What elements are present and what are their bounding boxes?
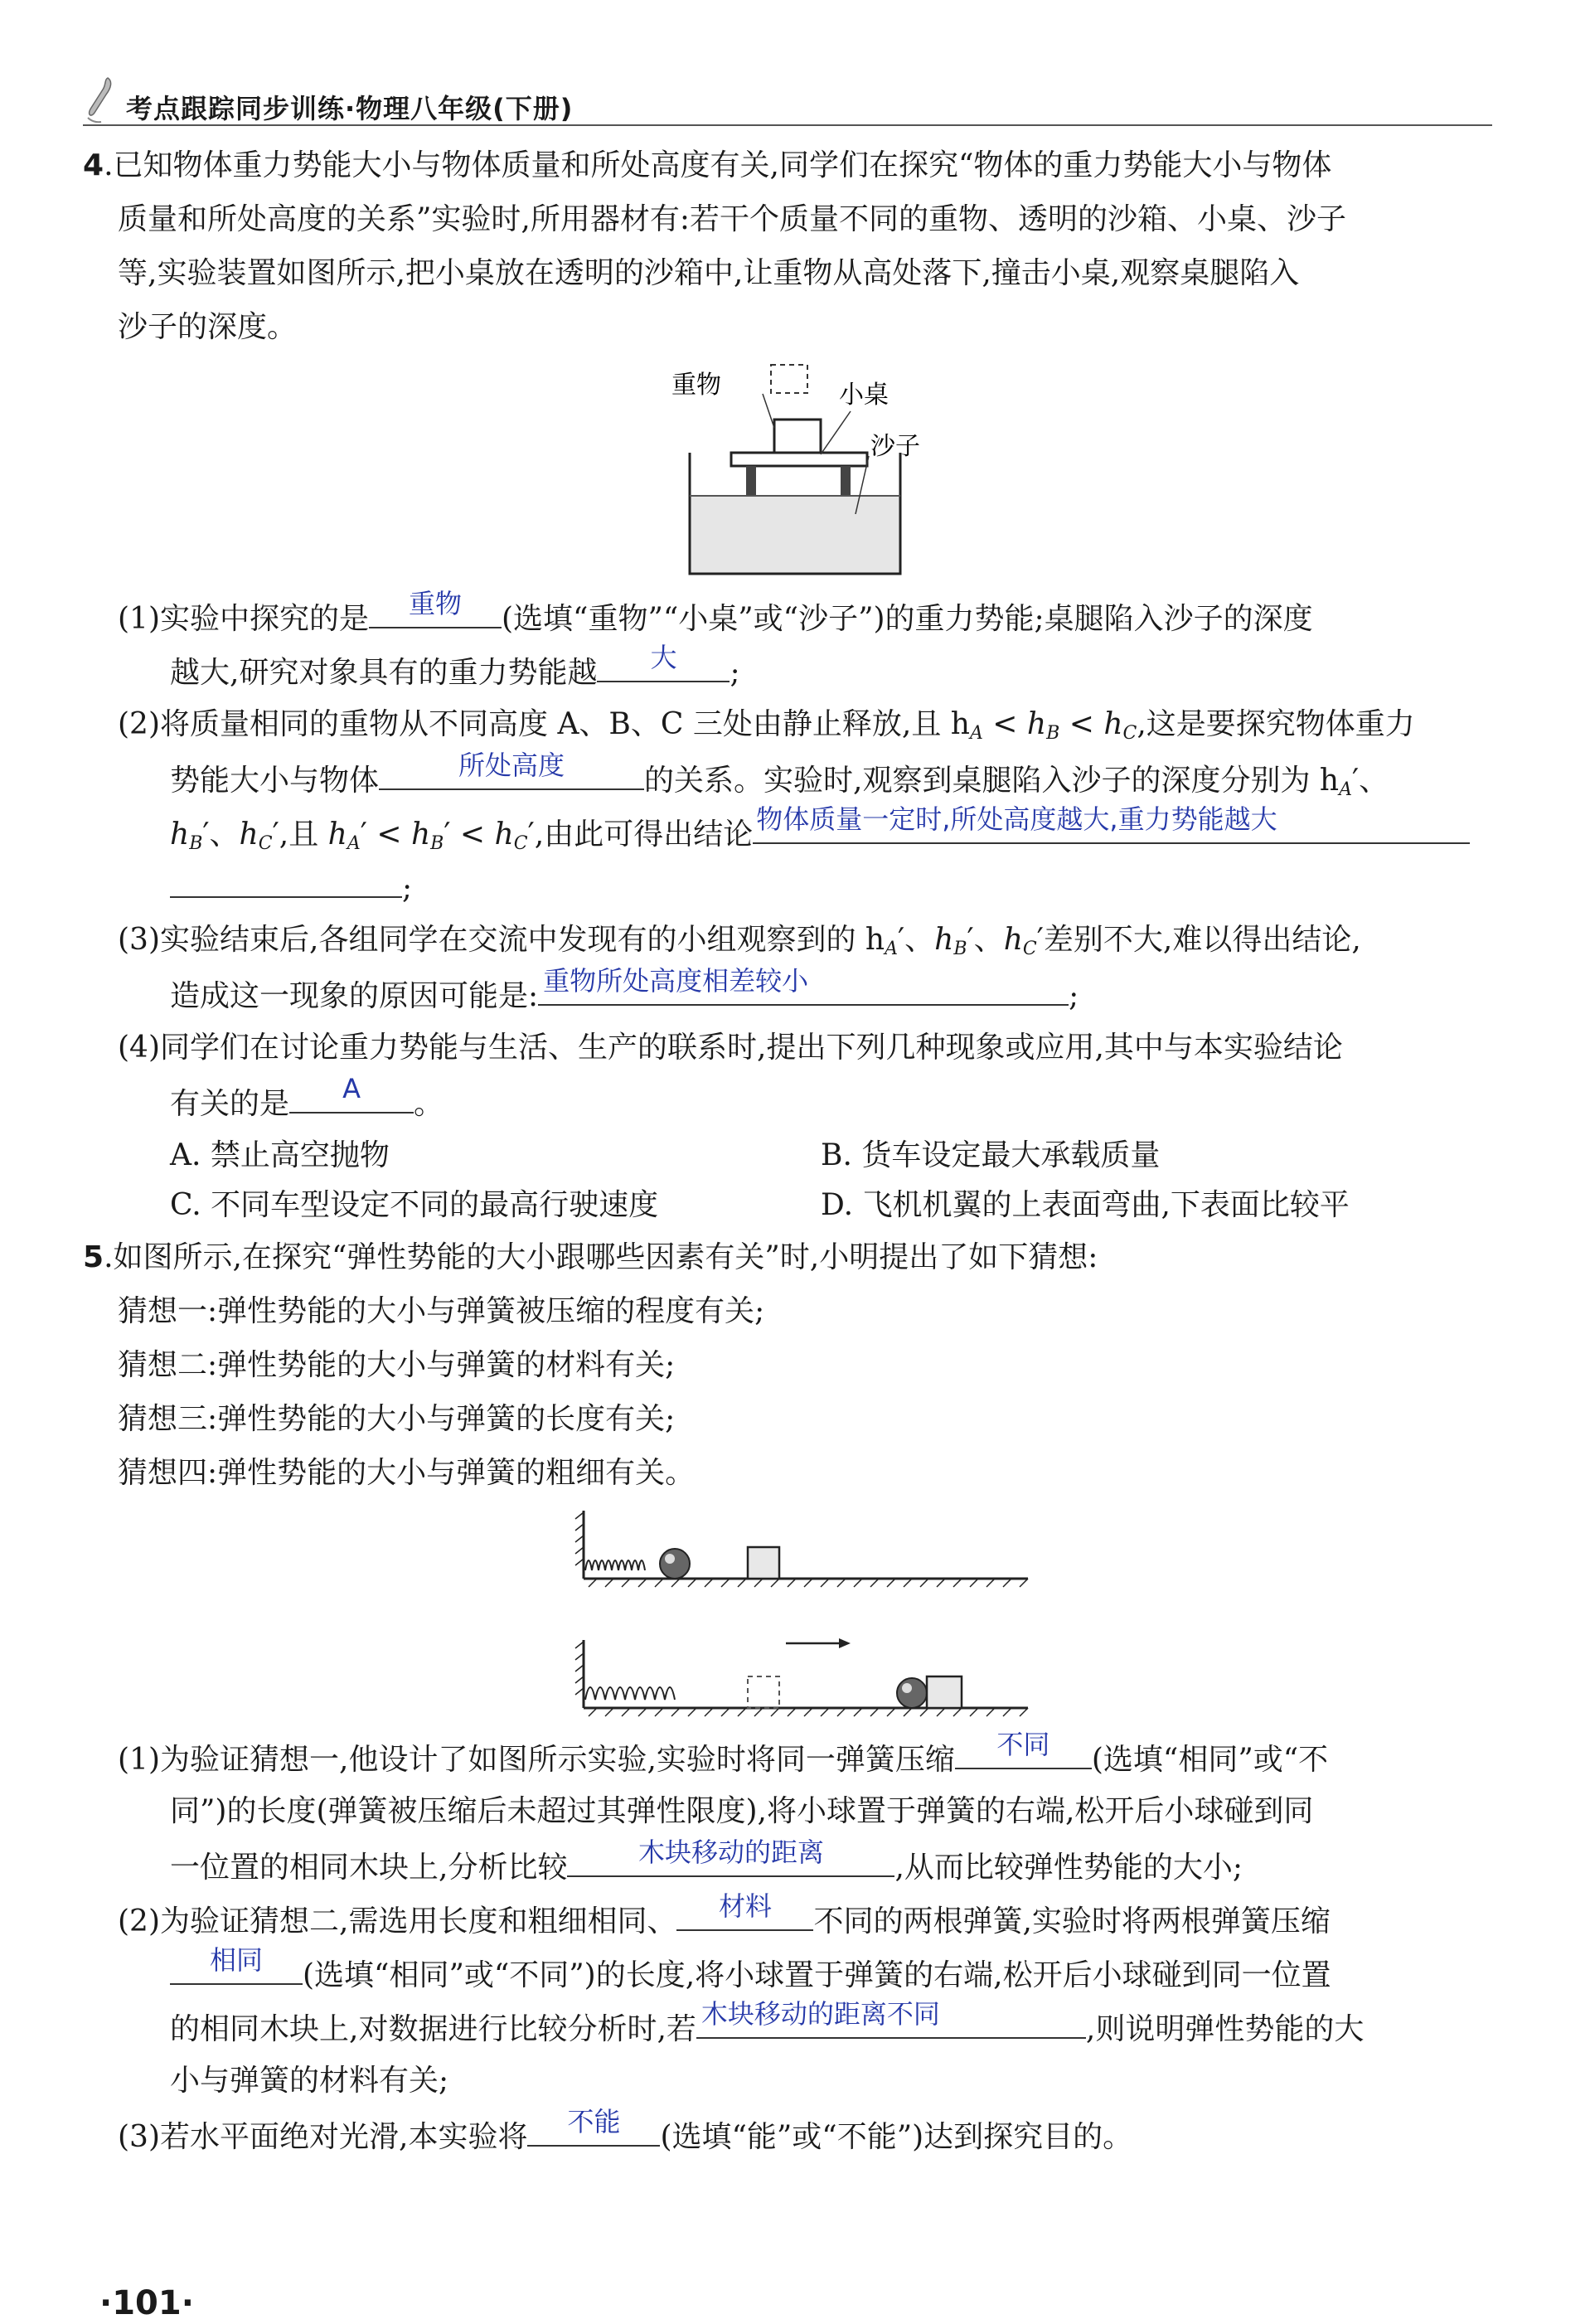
q5-part1-line-2: 同”)的长度(弹簧被压缩后未超过其弹性限度),将小球置于弹簧的右端,松开后小球碰到同 <box>170 1794 1314 1828</box>
table-leader-line <box>821 411 851 454</box>
compressed-spring <box>585 1560 645 1570</box>
label-weight: 重物 <box>671 371 721 400</box>
block-lower <box>927 1676 962 1708</box>
q5-part1-line-3: 一位置的相同木块上,分析比较 木块移动的距离 ,从而比较弹性势能的大小; <box>170 1836 1243 1885</box>
block-original-position <box>748 1676 779 1708</box>
q5-guess-1: 猜想一:弹性势能的大小与弹簧被压缩的程度有关; <box>118 1294 765 1328</box>
spring-figure <box>572 1501 1036 1733</box>
table-top <box>731 453 867 466</box>
q4-part3-line-2: 造成这一现象的原因可能是: 重物所处高度相差较小 ; <box>170 965 1079 1013</box>
q4-part4-blank: A <box>289 1084 414 1113</box>
q4-part3-blank: 重物所处高度相差较小 <box>538 976 1069 1006</box>
q5-part2-blank-1: 材料 <box>676 1901 813 1931</box>
q5-number: 5 <box>83 1240 104 1274</box>
pen-logo-icon <box>83 76 116 126</box>
label-table: 小桌 <box>839 381 889 410</box>
q5-stem: 5.如图所示,在探究“弹性势能的大小跟哪些因素有关”时,小明提出了如下猜想: <box>83 1240 1098 1274</box>
q4-number: 4 <box>83 148 104 182</box>
released-spring <box>585 1687 675 1700</box>
q4-part4-line-2: 有关的是 A 。 <box>170 1073 444 1121</box>
setup-released <box>575 1638 1028 1716</box>
q4-part2-blank-2: 物体质量一定时,所处高度越大,重力势能越大 <box>753 814 1470 844</box>
q4-part2-blank-1: 所处高度 <box>379 760 644 790</box>
q4-part1-line-1: (1)实验中探究的是 重物 (选填“重物”“小桌”或“沙子”)的重力势能;桌腿陷入沙子的深度 <box>118 588 1313 636</box>
q5-part3-line-1: (3)若水平面绝对光滑,本实验将 不能 (选填“能”或“不能”)达到探究目的。 <box>118 2106 1133 2154</box>
q4-option-d: D. 飞机机翼的上表面弯曲,下表面比较平 <box>821 1188 1350 1222</box>
q4-part1-blank-1: 重物 <box>369 599 502 628</box>
weight-start-position <box>771 365 807 393</box>
q4-stem-line-3: 等,实验装置如图所示,把小桌放在透明的沙箱中,让重物从高处落下,撞击小桌,观察桌腿陷入 <box>118 256 1300 290</box>
q4-part2-line-2: 势能大小与物体 所处高度 的关系。实验时,观察到桌腿陷入沙子的深度分别为 $h_A'$、 <box>170 750 1389 800</box>
page-number: ·101· <box>99 2284 194 2322</box>
q4-stem-line-4: 沙子的深度。 <box>118 310 298 344</box>
weight-block <box>774 420 821 453</box>
q5-part3-blank: 不能 <box>527 2117 660 2147</box>
q5-part2-blank-3: 木块移动的距离不同 <box>696 2009 1086 2039</box>
q5-part2-line-4: 小与弹簧的材料有关; <box>170 2064 449 2098</box>
setup-compressed <box>575 1511 1028 1587</box>
weight-leader-line <box>763 394 774 428</box>
label-sand: 沙子 <box>870 432 920 461</box>
header-title: 考点跟踪同步训练·物理八年级(下册) <box>126 93 574 124</box>
q4-part2-line-3: $h_B'$、$h_C'$,且 $h_A' < h_B' < h_C'$,由此可得出结论 物体质量一定时,所处高度越大,重力势能越大 <box>170 814 1470 862</box>
q5-guess-2: 猜想二:弹性势能的大小与弹簧的材料有关; <box>118 1348 676 1382</box>
q5-guess-4: 猜想四:弹性势能的大小与弹簧的粗细有关。 <box>118 1456 696 1490</box>
q4-part2-line-4: ; <box>170 868 412 907</box>
sand-fill <box>690 496 900 574</box>
q5-part1-blank-2: 木块移动的距离 <box>567 1847 894 1877</box>
page-header <box>83 76 573 126</box>
q4-part1-blank-2: 大 <box>597 653 730 682</box>
q5-part2-line-1: (2)为验证猜想二,需选用长度和粗细相同、 材料 不同的两根弹簧,实验时将两根弹簧压缩 <box>118 1890 1331 1938</box>
q5-guess-3: 猜想三:弹性势能的大小与弹簧的长度有关; <box>118 1402 676 1436</box>
q4-option-c: C. 不同车型设定不同的最高行驶速度 <box>170 1188 659 1222</box>
q4-part2-blank-2-cont <box>170 868 402 898</box>
q5-part1-blank-1: 不同 <box>955 1739 1092 1769</box>
ball-lower <box>897 1678 927 1708</box>
q4-part4-line-1: (4)同学们在讨论重力势能与生活、生产的联系时,提出下列几种现象或应用,其中与本实验结论 <box>118 1031 1343 1065</box>
q4-stem-line-1: 4.已知物体重力势能大小与物体质量和所处高度有关,同学们在探究“物体的重力势能大小与物体 <box>83 148 1332 182</box>
q4-option-a: A. 禁止高空抛物 <box>170 1138 390 1172</box>
q4-option-b: B. 货车设定最大承载质量 <box>821 1138 1161 1172</box>
ball-upper <box>660 1549 690 1579</box>
q5-part1-line-1: (1)为验证猜想一,他设计了如图所示实验,实验时将同一弹簧压缩 不同 (选填“相同”或“不 <box>118 1729 1329 1777</box>
block-upper <box>748 1547 779 1579</box>
sandbox-figure <box>663 357 928 589</box>
header-divider <box>83 124 1492 126</box>
q4-part2-line-1: (2)将质量相同的重物从不同高度 A、B、C 三处由静止释放,且 $h_A < h_B < h_C$,这是要探究物体重力 <box>118 707 1415 744</box>
q5-part2-line-2: 相同 (选填“相同”或“不同”)的长度,将小球置于弹簧的右端,松开后小球碰到同一位置 <box>170 1955 1331 1994</box>
q5-part2-line-3: 的相同木块上,对数据进行比较分析时,若 木块移动的距离不同 ,则说明弹性势能的大 <box>170 1998 1365 2046</box>
q5-part2-blank-2: 相同 <box>170 1955 303 1985</box>
q4-part3-line-1: (3)实验结束后,各组同学在交流中发现有的小组观察到的 $h_A'$、$h_B'$、$h_C'$差别不大,难以得出结论, <box>118 923 1361 959</box>
q4-part1-line-2: 越大,研究对象具有的重力势能越 大 ; <box>170 642 740 690</box>
q4-stem-line-2: 质量和所处高度的关系”实验时,所用器材有:若干个质量不同的重物、透明的沙箱、小桌、沙子 <box>118 202 1346 236</box>
